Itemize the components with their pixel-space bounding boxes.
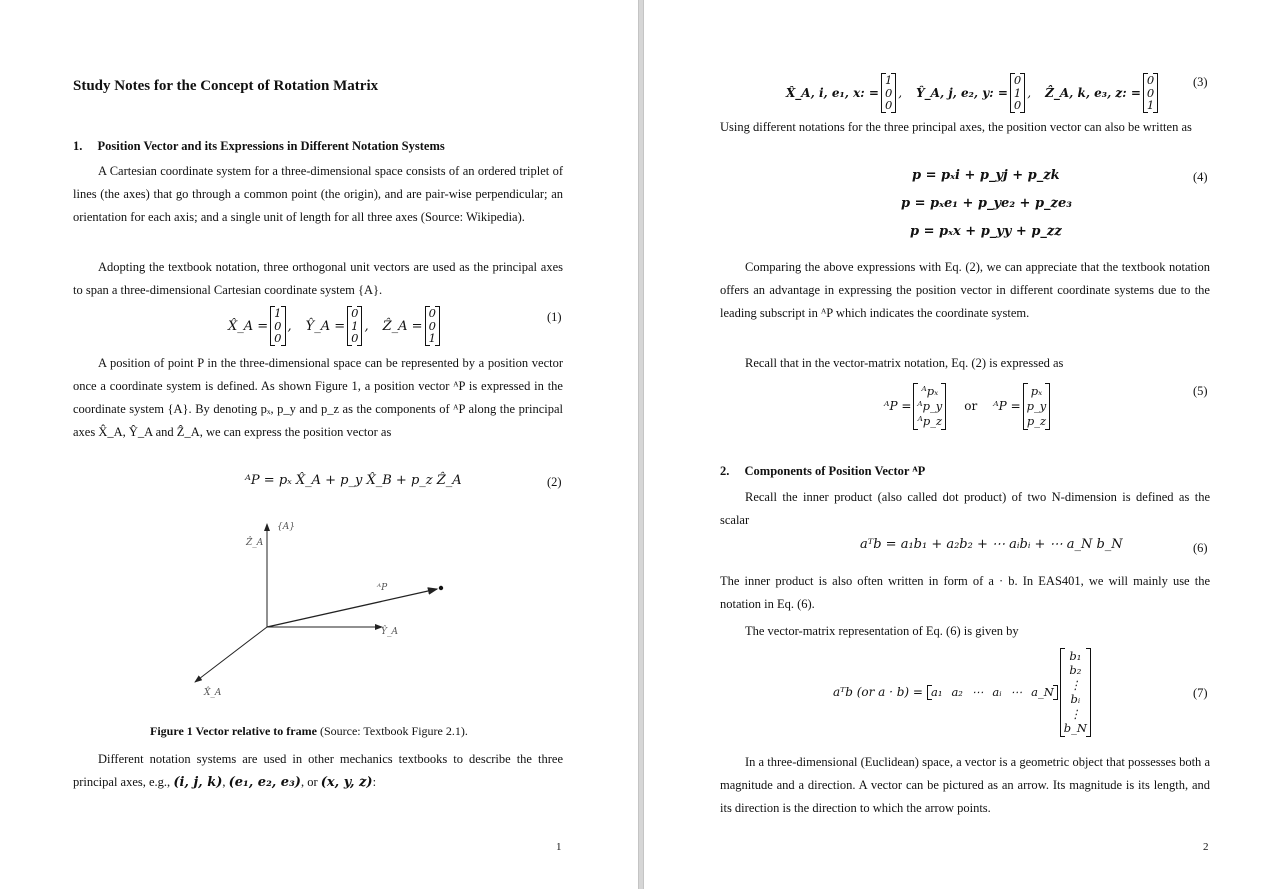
eq3-col-z	[1143, 73, 1158, 113]
figure-1-frame-diagram	[180, 510, 480, 710]
paragraph-inner-product-form: The inner product is also often written in form of a · b. In EAS401, we will mainly use the notation in Eq. (6).	[720, 574, 1210, 611]
eq5-col1-2: ᴬp_y	[917, 398, 943, 413]
eq7-row-4: aᵢ	[992, 685, 1002, 699]
point-p	[439, 586, 443, 590]
eq1-col-z-1: 0	[428, 306, 436, 321]
eq7-row-vector	[927, 685, 1058, 700]
eq3-col-y-2: 1	[1013, 85, 1022, 100]
p4-sep: ,	[222, 775, 226, 789]
figure-1-caption	[150, 724, 468, 739]
equation-3	[786, 72, 1160, 114]
eq7-row-2: a₂	[951, 685, 963, 699]
page-2	[644, 0, 1277, 889]
eq3-sep-2: ,	[1027, 86, 1032, 100]
eq5-or: or	[964, 399, 978, 413]
eq5-col-2	[1023, 383, 1051, 430]
caption-source: (Source: Textbook Figure 2.1).	[316, 724, 468, 738]
eq3-col-x-2: 0	[884, 85, 893, 100]
equation-7	[833, 646, 1093, 738]
eq1-col-y	[347, 306, 362, 346]
eq7-number: (7)	[1193, 686, 1208, 700]
p4-xyz: (x, y, z)	[320, 775, 373, 790]
equation-4-line-2: p = pₓe₁ + p_ye₂ + p_ze₃	[901, 196, 1072, 211]
y-axis-label: Ŷ_A	[381, 627, 398, 637]
eq1-col-x	[270, 306, 285, 346]
paragraph-recall-vector-matrix: Recall that in the vector-matrix notation, Eq. (2) is expressed as	[745, 356, 1064, 370]
eq5-col1-1: ᴬpₓ	[921, 383, 939, 398]
section-1-number: 1.	[73, 139, 83, 153]
eq7-col-4: bᵢ	[1070, 692, 1081, 706]
p4-colon: :	[372, 775, 377, 789]
eq7-row-5: ⋯	[1010, 685, 1023, 699]
eq1-xa: X̂_A =	[228, 318, 269, 334]
equation-2: ᴬP = pₓ X̂_A + p_y X̂_B + p_z Ẑ_A	[245, 473, 462, 488]
equation-1	[228, 305, 442, 347]
eq5-col-1	[913, 383, 946, 430]
eq1-number: (1)	[547, 310, 562, 324]
eq3-y-lhs: Ŷ_A, j, e₂, y: =	[916, 86, 1008, 100]
eq7-row-6: a_N	[1031, 685, 1054, 699]
eq5-col2-2: p_y	[1026, 398, 1047, 413]
eq1-col-z-3: 1	[428, 331, 436, 346]
section-1-title: Position Vector and its Expressions in Different Notation Systems	[97, 139, 445, 153]
page-number-1: 1	[556, 841, 562, 853]
paragraph-cartesian: A Cartesian coordinate system for a three-dimensional space consists of an ordered triplet of lines (the axes) that go through a common point (the origin), and are pair-wise perpendicular; an orientation for each axis; and a single unit of length for all three axes (Source: Wikipedia).	[73, 164, 563, 224]
caption-bold: Figure 1 Vector relative to frame	[150, 724, 317, 738]
eq7-col-vector	[1060, 648, 1091, 737]
eq7-row-1: a₁	[930, 685, 943, 699]
paragraph-vector-matrix-rep: The vector-matrix representation of Eq. (6) is given by	[745, 624, 1019, 638]
eq3-col-z-3: 1	[1146, 98, 1155, 113]
section-2-title: Components of Position Vector ᴬP	[744, 464, 926, 478]
eq3-col-y-1: 0	[1013, 73, 1022, 88]
eq3-col-y-3: 0	[1013, 98, 1022, 113]
paragraph-inner-product: Recall the inner product (also called dot product) of two N-dimension is defined as the scalar	[720, 490, 1210, 527]
paragraph-notation-systems	[73, 748, 563, 794]
eq3-number: (3)	[1193, 75, 1208, 89]
p-vector-label: ᴬP	[377, 583, 388, 593]
eq5-col1-3: ᴬp_z	[917, 413, 943, 428]
paragraph-comparing: Comparing the above expressions with Eq. (2), we can appreciate that the textbook notation offers an advantage in expressing the position vector in different coordinate systems due to the leading subscript in ᴬP which indicates the coordinate system.	[720, 260, 1210, 320]
eq1-col-y-3: 0	[351, 331, 359, 346]
frame-a-label: {A}	[277, 522, 295, 532]
eq3-col-z-1: 0	[1146, 73, 1155, 88]
eq1-col-z	[425, 306, 440, 346]
p4-or: , or	[300, 775, 318, 789]
eq5-lhs-1: ᴬP =	[884, 399, 912, 413]
eq3-col-x-1: 1	[884, 73, 893, 88]
equation-4-line-1: p = pₓi + p_yj + p_zk	[912, 168, 1060, 183]
eq1-col-y-2: 1	[351, 318, 359, 333]
paragraph-euclidean-vector: In a three-dimensional (Euclidean) space, a vector is a geometric object that possesses both a magnitude and a direction. A vector can be pictured as an arrow. Its magnitude is its length, and its direction is the direction to which the arrow points.	[720, 755, 1210, 815]
eq1-ya: Ŷ_A =	[305, 318, 346, 334]
eq3-col-x-3: 0	[884, 98, 893, 113]
eq1-sep-1: ,	[287, 318, 292, 334]
x-axis-arrow	[195, 627, 267, 682]
section-2-heading	[720, 464, 1210, 479]
paragraph-position-point: A position of point P in the three-dimensional space can be represented by a position vector once a coordinate system is defined. As shown Figure 1, a position vector ᴬP is expressed in the coordinate system {A}. By denoting pₓ, p_y and p_z as the components of ᴬP along the principal axes X̂_A, Ŷ_A and Ẑ_A, we can express the position vector as	[73, 356, 563, 439]
eq3-col-z-2: 0	[1146, 85, 1155, 100]
eq1-col-x-2: 0	[274, 318, 282, 333]
eq7-lhs: aᵀb (or a · b) =	[833, 685, 923, 699]
eq5-number: (5)	[1193, 384, 1208, 398]
p4-e123: (e₁, e₂, e₃)	[228, 775, 301, 790]
p4-text: Different notation systems are used in other mechanics textbooks to describe the three principal axes, e.g.,	[73, 752, 563, 789]
eq5-lhs-2: ᴬP =	[993, 399, 1021, 413]
section-1-heading	[73, 139, 563, 154]
page-1	[0, 0, 638, 889]
eq7-col-1: b₁	[1069, 648, 1082, 663]
eq3-col-x	[881, 73, 896, 113]
z-axis-label: Ẑ_A	[246, 538, 264, 548]
eq3-x-lhs: X̂_A, i, e₁, x: =	[786, 86, 879, 100]
page-number-2: 2	[1203, 841, 1209, 853]
paragraph-different-notations: Using different notations for the three principal axes, the position vector can also be written as	[720, 120, 1192, 134]
p4-ijk: (i, j, k)	[173, 775, 223, 790]
eq1-col-y-1: 0	[351, 306, 359, 321]
section-2-number: 2.	[720, 464, 730, 478]
eq1-za: Ẑ_A =	[382, 318, 423, 334]
eq7-col-6: b_N	[1063, 721, 1087, 735]
eq5-col2-1: pₓ	[1030, 383, 1043, 398]
eq3-z-lhs: Ẑ_A, k, e₃, z: =	[1045, 86, 1141, 100]
eq5-col2-3: p_z	[1026, 413, 1047, 428]
eq3-col-y	[1010, 73, 1025, 113]
eq1-col-x-1: 1	[274, 306, 282, 321]
paragraph-textbook-notation: Adopting the textbook notation, three orthogonal unit vectors are used as the principal axes to span a three-dimensional Cartesian coordinate system {A}.	[73, 260, 563, 297]
x-axis-label: X̂_A	[204, 688, 222, 698]
eq1-col-z-2: 0	[428, 318, 436, 333]
eq1-col-x-3: 0	[274, 331, 282, 346]
document-title: Study Notes for the Concept of Rotation Matrix	[73, 78, 379, 94]
eq6-number: (6)	[1193, 541, 1208, 555]
eq1-sep-2: ,	[364, 318, 369, 334]
equation-4-line-3: p = pₓx + p_yy + p_zz	[910, 224, 1062, 239]
eq7-col-2: b₂	[1069, 663, 1082, 677]
eq4-number: (4)	[1193, 170, 1208, 184]
position-vector-arrow	[267, 589, 437, 627]
eq2-number: (2)	[547, 475, 562, 489]
eq7-row-3: ⋯	[971, 685, 984, 699]
eq7-col-3: ⋮	[1069, 677, 1082, 692]
eq3-sep-1: ,	[898, 86, 903, 100]
eq7-col-5: ⋮	[1069, 706, 1082, 721]
equation-6: aᵀb = a₁b₁ + a₂b₂ + ⋯ aᵢbᵢ + ⋯ a_N b_N	[860, 537, 1123, 552]
equation-5	[884, 380, 1052, 432]
